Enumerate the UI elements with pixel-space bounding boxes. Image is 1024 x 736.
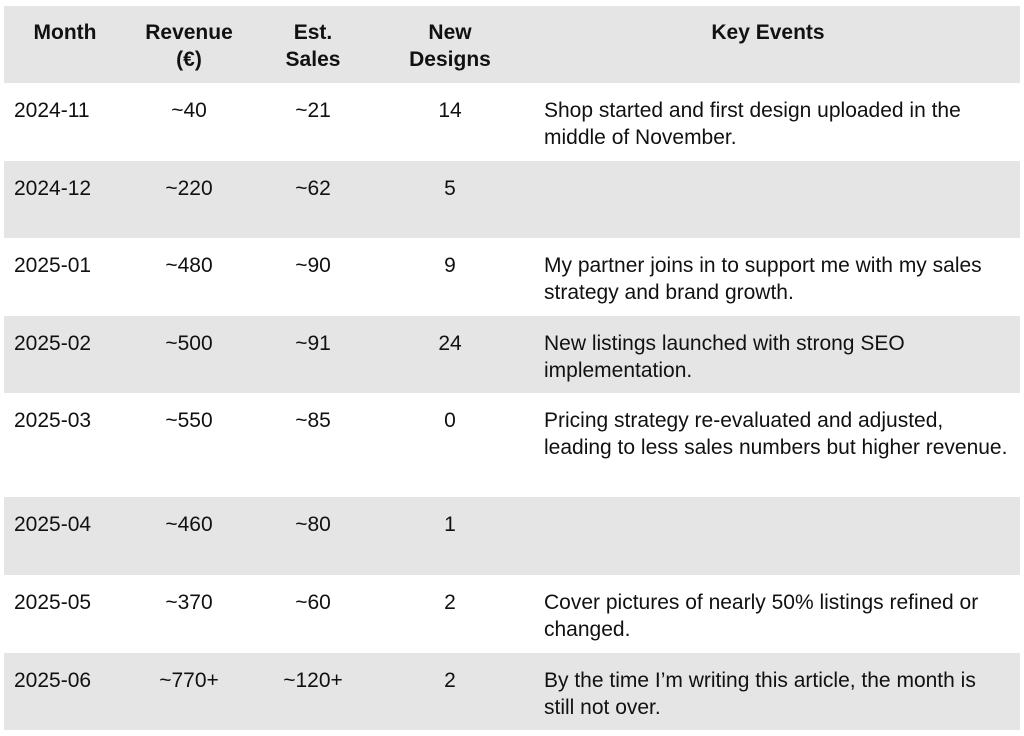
header-sales-line1: Est.: [293, 21, 333, 44]
cell-new-designs: 2: [444, 669, 456, 692]
cell-month: 2025-02: [14, 332, 92, 355]
cell-sales: ~60: [295, 591, 331, 614]
cell-revenue: ~480: [165, 254, 213, 277]
cell-new-designs: 9: [444, 254, 456, 277]
cell-new-designs: 5: [444, 177, 456, 200]
cell-key-events: Cover pictures of nearly 50% listings refined or changed.: [544, 591, 979, 641]
cell-key-events: Shop started and first design uploaded in the middle of November.: [544, 99, 961, 149]
table-row: [4, 393, 1020, 497]
header-new-designs: [374, 6, 526, 83]
cell-revenue: ~40: [171, 99, 207, 122]
cell-sales: ~85: [295, 409, 331, 432]
cell-new-designs: 1: [444, 513, 456, 536]
cell-revenue: ~500: [165, 332, 213, 355]
cell-new-designs: 14: [438, 99, 462, 122]
table-row: [4, 238, 1020, 316]
cell-sales: ~91: [295, 332, 331, 355]
header-key-events: Key Events: [711, 21, 825, 44]
cell-key-events: [526, 497, 1020, 575]
cell-key-events: [526, 161, 1020, 238]
header-month: Month: [33, 21, 97, 44]
cell-month: 2025-01: [14, 254, 92, 277]
cell-key-events: By the time I’m writing this article, the month is still not over.: [544, 669, 976, 719]
table-row: [4, 497, 1020, 575]
header-revenue: [126, 6, 252, 83]
table-row: [4, 316, 1020, 393]
header-sales: [252, 6, 374, 83]
header-new-line1: New: [428, 21, 472, 44]
header-revenue-line2: (€): [176, 48, 202, 71]
cell-month: 2025-04: [14, 513, 92, 536]
cell-sales: ~21: [295, 99, 331, 122]
table-header-row: [4, 6, 1020, 83]
cell-sales: ~90: [295, 254, 331, 277]
data-table: [4, 6, 1020, 730]
table-row: [4, 83, 1020, 161]
cell-key-events: My partner joins in to support me with my sales strategy and brand growth.: [544, 254, 982, 304]
cell-month: 2025-06: [14, 669, 92, 692]
cell-revenue: ~550: [165, 409, 213, 432]
cell-sales: ~80: [295, 513, 331, 536]
table-row: [4, 161, 1020, 238]
cell-month: 2024-11: [14, 99, 90, 122]
cell-key-events: Pricing strategy re-evaluated and adjusted, leading to less sales numbers but higher revenue.: [544, 409, 1008, 459]
cell-revenue: ~770+: [159, 669, 219, 692]
table-row: [4, 575, 1020, 653]
cell-month: 2025-05: [14, 591, 92, 614]
cell-new-designs: 2: [444, 591, 456, 614]
table-row: [4, 653, 1020, 730]
cell-new-designs: 24: [438, 332, 462, 355]
cell-sales: ~62: [295, 177, 331, 200]
cell-revenue: ~460: [165, 513, 213, 536]
header-new-line2: Designs: [409, 48, 491, 71]
cell-month: 2025-03: [14, 409, 92, 432]
cell-revenue: ~370: [165, 591, 213, 614]
cell-sales: ~120+: [283, 669, 343, 692]
cell-month: 2024-12: [14, 177, 92, 200]
header-revenue-line1: Revenue: [145, 21, 233, 44]
cell-key-events: New listings launched with strong SEO implementation.: [544, 332, 905, 382]
cell-revenue: ~220: [165, 177, 213, 200]
header-sales-line2: Sales: [285, 48, 341, 71]
cell-new-designs: 0: [444, 409, 456, 432]
